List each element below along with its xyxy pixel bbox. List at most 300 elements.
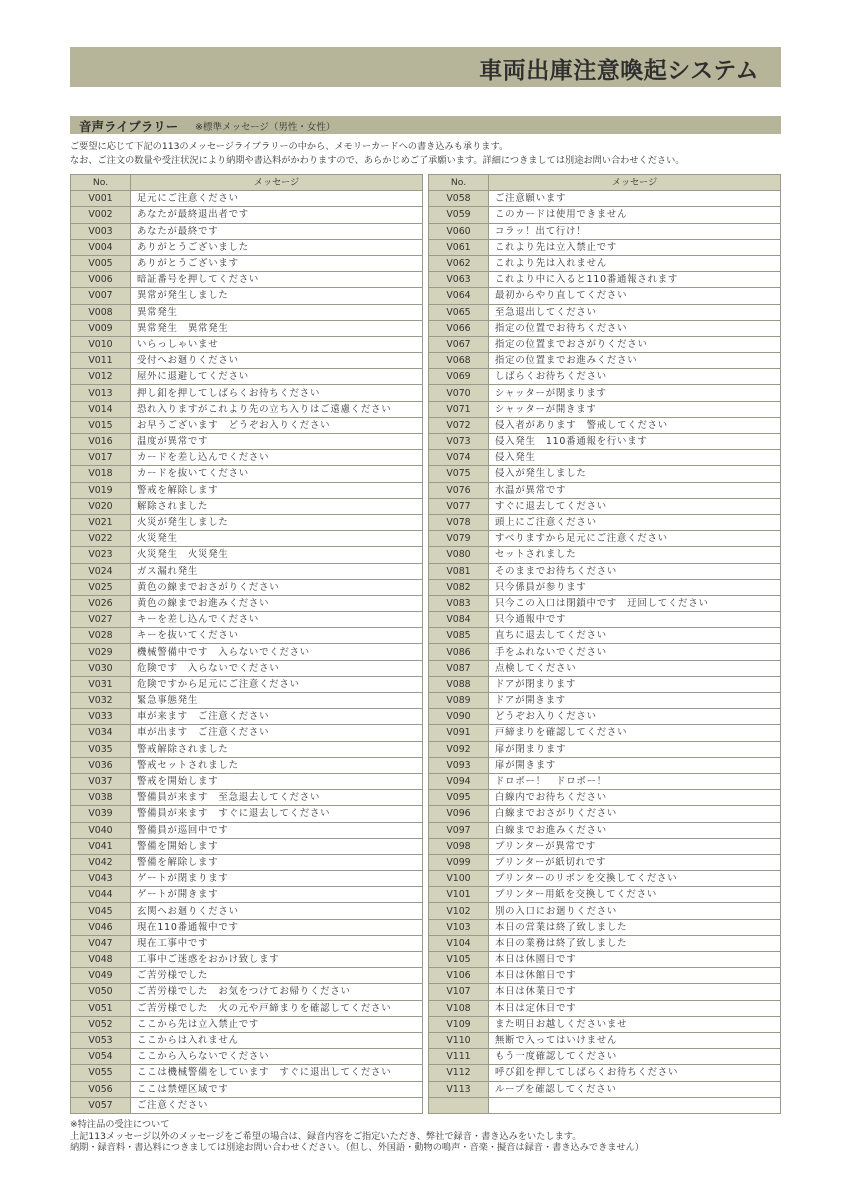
message-text: 足元にご注意ください (131, 191, 423, 207)
table-row (71, 1016, 423, 1032)
table-row (71, 450, 423, 466)
message-number: V018 (71, 466, 131, 482)
table-row (429, 434, 781, 450)
message-number: V062 (429, 255, 489, 271)
table-row (429, 353, 781, 369)
message-text: 受付へお廻りください (131, 353, 423, 369)
message-text: 押し釦を押してしばらくお待ちください (131, 385, 423, 401)
table-row (429, 1000, 781, 1016)
message-number: V034 (71, 725, 131, 741)
message-number: V039 (71, 806, 131, 822)
table-row (71, 336, 423, 352)
message-number: V073 (429, 434, 489, 450)
message-text: シャッターが閉まります (489, 385, 781, 401)
message-text: 侵入者があります 警戒してください (489, 417, 781, 433)
intro-text (70, 140, 684, 168)
message-text: プリンターが紙切れです (489, 854, 781, 870)
message-number: V096 (429, 806, 489, 822)
table-row (429, 741, 781, 757)
message-text: 白線までおさがりください (489, 806, 781, 822)
table-row (71, 919, 423, 935)
message-text: 黄色の線までお進みください (131, 595, 423, 611)
message-number: V099 (429, 854, 489, 870)
table-row (429, 369, 781, 385)
table-row (71, 790, 423, 806)
table-row (429, 1065, 781, 1081)
table-row (71, 482, 423, 498)
table-row (429, 871, 781, 887)
table-row (429, 547, 781, 563)
message-text: これより先は入れません (489, 255, 781, 271)
message-number: V077 (429, 498, 489, 514)
message-number (429, 1097, 489, 1113)
message-text: すぐに退去してください (489, 498, 781, 514)
message-number: V079 (429, 531, 489, 547)
message-text: 扉が開きます (489, 757, 781, 773)
message-text: ご注意ください (131, 1097, 423, 1113)
message-text: 現在工事中です (131, 935, 423, 951)
message-text: 警備員が来ます 至急退去してください (131, 790, 423, 806)
message-text: 危険です 入らないでください (131, 660, 423, 676)
message-text: ゲートが開きます (131, 887, 423, 903)
message-number: V031 (71, 676, 131, 692)
table-row (429, 612, 781, 628)
message-text: 緊急事態発生 (131, 693, 423, 709)
intro-line-1: ご要望に応じて下記の113のメッセージライブラリーの中から、メモリーカードへの書き込みも承ります。 (70, 141, 509, 152)
table-row (71, 854, 423, 870)
message-text: ドロボー！ ドロボー！ (489, 773, 781, 789)
table-row (71, 1065, 423, 1081)
table-row (71, 304, 423, 320)
message-text: 暗証番号を押してください (131, 272, 423, 288)
message-text: 点検してください (489, 660, 781, 676)
message-number: V046 (71, 919, 131, 935)
message-text: 温度が異常です (131, 434, 423, 450)
message-number: V024 (71, 563, 131, 579)
message-number: V080 (429, 547, 489, 563)
message-number: V095 (429, 790, 489, 806)
message-number: V006 (71, 272, 131, 288)
table-header-row (71, 175, 423, 191)
table-row (429, 255, 781, 271)
table-row (71, 741, 423, 757)
message-text: 玄関へお廻りください (131, 903, 423, 919)
message-number: V044 (71, 887, 131, 903)
message-text: 本日の営業は終了致しました (489, 919, 781, 935)
table-row (429, 514, 781, 530)
message-number: V066 (429, 320, 489, 336)
table-row (71, 417, 423, 433)
table-row (71, 887, 423, 903)
message-text: 本日は休業日です (489, 984, 781, 1000)
message-number: V026 (71, 595, 131, 611)
message-number: V051 (71, 1000, 131, 1016)
table-row (71, 547, 423, 563)
table-row (71, 288, 423, 304)
message-number: V091 (429, 725, 489, 741)
message-text: 別の入口にお廻りください (489, 903, 781, 919)
message-number: V068 (429, 353, 489, 369)
message-number: V094 (429, 773, 489, 789)
message-number: V063 (429, 272, 489, 288)
table-row (429, 709, 781, 725)
message-number: V111 (429, 1049, 489, 1065)
table-row (71, 239, 423, 255)
message-number: V032 (71, 693, 131, 709)
message-number: V007 (71, 288, 131, 304)
table-row (429, 401, 781, 417)
message-text: このカードは使用できません (489, 207, 781, 223)
notes-line-3: 納期・録音料・書込料につきましては別途お問い合わせください。（但し、外国語・動物の鳴声・音楽・擬音は録音・書き込みできません） (70, 1142, 645, 1154)
table-row (429, 725, 781, 741)
message-text: セットされました (489, 547, 781, 563)
message-text: カードを差し込んでください (131, 450, 423, 466)
message-text: 火災が発生しました (131, 514, 423, 530)
message-text: 呼び釦を押してしばらくお待ちください (489, 1065, 781, 1081)
message-number: V072 (429, 417, 489, 433)
message-number: V030 (71, 660, 131, 676)
message-number: V076 (429, 482, 489, 498)
message-number: V089 (429, 693, 489, 709)
table-row (71, 579, 423, 595)
table-row (429, 417, 781, 433)
table-row (429, 773, 781, 789)
table-row (71, 935, 423, 951)
table-body-right (429, 191, 781, 1114)
table-row (429, 628, 781, 644)
message-number: V084 (429, 612, 489, 628)
message-number: V071 (429, 401, 489, 417)
message-text: ループを確認してください (489, 1081, 781, 1097)
message-text: ガス漏れ発生 (131, 563, 423, 579)
message-number: V037 (71, 773, 131, 789)
message-text: 車が出ます ご注意ください (131, 725, 423, 741)
message-text: ドアが閉まります (489, 676, 781, 692)
table-row (429, 660, 781, 676)
table-row (71, 676, 423, 692)
message-number: V033 (71, 709, 131, 725)
message-text: ゲートが閉まります (131, 871, 423, 887)
message-text: プリンター用紙を交換してください (489, 887, 781, 903)
table-row (429, 191, 781, 207)
message-text: 只今係員が参ります (489, 579, 781, 595)
message-number: V021 (71, 514, 131, 530)
message-text: 頭上にご注意ください (489, 514, 781, 530)
message-number: V103 (429, 919, 489, 935)
table-row (429, 482, 781, 498)
message-number: V069 (429, 369, 489, 385)
message-number: V070 (429, 385, 489, 401)
message-text: 機械警備中です 入らないでください (131, 644, 423, 660)
table-row (429, 806, 781, 822)
message-number: V029 (71, 644, 131, 660)
table-row (429, 644, 781, 660)
message-number: V011 (71, 353, 131, 369)
table-row (71, 628, 423, 644)
message-number: V064 (429, 288, 489, 304)
message-text: 警戒解除されました (131, 741, 423, 757)
message-number: V004 (71, 239, 131, 255)
message-number: V112 (429, 1065, 489, 1081)
message-text: すべりますから足元にご注意ください (489, 531, 781, 547)
table-row (71, 514, 423, 530)
message-number: V028 (71, 628, 131, 644)
table-row (71, 595, 423, 611)
column-header-message: メッセージ (489, 175, 781, 191)
table-row (429, 579, 781, 595)
message-text: 車が来ます ご注意ください (131, 709, 423, 725)
message-number: V086 (429, 644, 489, 660)
message-number: V083 (429, 595, 489, 611)
table-row (429, 239, 781, 255)
title-bar (70, 47, 781, 87)
message-text: ここは機械警備をしています すぐに退出してください (131, 1065, 423, 1081)
message-text: 直ちに退去してください (489, 628, 781, 644)
table-row (71, 871, 423, 887)
message-text: ありがとうございました (131, 239, 423, 255)
message-text: ありがとうございます (131, 255, 423, 271)
message-text: コラッ！出て行け！ (489, 223, 781, 239)
message-number: V045 (71, 903, 131, 919)
message-number: V002 (71, 207, 131, 223)
table-row (71, 1081, 423, 1097)
table-row (429, 676, 781, 692)
intro-line-2: なお、ご注文の数量や受注状況により納期や書込料がかわりますので、あらかじめご了承願います。詳細につきましては別途お問い合わせください。 (70, 155, 685, 166)
message-text: もう一度確認してください (489, 1049, 781, 1065)
message-text: 至急退出してください (489, 304, 781, 320)
message-text: 無断で入ってはいけません (489, 1032, 781, 1048)
table-row (429, 531, 781, 547)
message-text: これより中に入ると110番通報されます (489, 272, 781, 288)
message-text: 侵入発生 110番通報を行います (489, 434, 781, 450)
message-text: 火災発生 火災発生 (131, 547, 423, 563)
page-title: 車両出庫注意喚起システム (479, 58, 759, 84)
table-row (429, 935, 781, 951)
message-text: 本日は休園日です (489, 952, 781, 968)
message-text: 異常が発生しました (131, 288, 423, 304)
message-number: V035 (71, 741, 131, 757)
table-row (71, 223, 423, 239)
message-text: 只今この入口は閉鎖中です 迂回してください (489, 595, 781, 611)
message-number: V001 (71, 191, 131, 207)
table-row (71, 320, 423, 336)
message-text (489, 1097, 781, 1113)
table-row (71, 385, 423, 401)
message-number: V005 (71, 255, 131, 271)
message-number: V048 (71, 952, 131, 968)
message-text: 警戒を解除します (131, 482, 423, 498)
table-row (429, 952, 781, 968)
message-text: 警戒を開始します (131, 773, 423, 789)
message-text: シャッターが開きます (489, 401, 781, 417)
table-row (71, 757, 423, 773)
message-number: V020 (71, 498, 131, 514)
table-row (71, 660, 423, 676)
message-number: V054 (71, 1049, 131, 1065)
message-number: V038 (71, 790, 131, 806)
message-text: これより先は立入禁止です (489, 239, 781, 255)
message-text: 現在110番通報中です (131, 919, 423, 935)
table-row (71, 806, 423, 822)
table-row (429, 693, 781, 709)
message-number: V067 (429, 336, 489, 352)
table-row (429, 1049, 781, 1065)
table-row (71, 968, 423, 984)
table-row (71, 773, 423, 789)
message-text: プリンターが異常です (489, 838, 781, 854)
message-number: V085 (429, 628, 489, 644)
message-text: 指定の位置までおさがりください (489, 336, 781, 352)
message-number: V055 (71, 1065, 131, 1081)
message-number: V104 (429, 935, 489, 951)
table-row (429, 223, 781, 239)
message-number: V110 (429, 1032, 489, 1048)
table-row (71, 725, 423, 741)
message-number: V092 (429, 741, 489, 757)
message-text: 侵入発生 (489, 450, 781, 466)
message-number: V052 (71, 1016, 131, 1032)
table-row (429, 919, 781, 935)
message-number: V047 (71, 935, 131, 951)
message-text: ここから先は立入禁止です (131, 1016, 423, 1032)
message-number: V010 (71, 336, 131, 352)
message-number: V056 (71, 1081, 131, 1097)
notes-line-2: 上記113メッセージ以外のメッセージをご希望の場合は、録音内容をご指定いただき、弊社で録音・書き込みをいたします。 (70, 1130, 582, 1142)
message-number: V098 (429, 838, 489, 854)
message-text: 水温が異常です (489, 482, 781, 498)
message-number: V023 (71, 547, 131, 563)
message-number: V100 (429, 871, 489, 887)
table-row (71, 984, 423, 1000)
message-text: キーを差し込んでください (131, 612, 423, 628)
table-row (71, 644, 423, 660)
message-number: V109 (429, 1016, 489, 1032)
message-number: V105 (429, 952, 489, 968)
table-row (429, 563, 781, 579)
table-row (71, 531, 423, 547)
table-row (71, 401, 423, 417)
table-row (429, 903, 781, 919)
table-row (429, 1032, 781, 1048)
table-row (429, 336, 781, 352)
table-row (71, 693, 423, 709)
table-row (429, 320, 781, 336)
message-text: 解除されました (131, 498, 423, 514)
column-header-message: メッセージ (131, 175, 423, 191)
message-number: V060 (429, 223, 489, 239)
table-row (429, 207, 781, 223)
table-row (71, 838, 423, 854)
table-row (71, 369, 423, 385)
message-number: V041 (71, 838, 131, 854)
table-row (429, 822, 781, 838)
message-number: V036 (71, 757, 131, 773)
column-header-no: No. (429, 175, 489, 191)
footer-notes (70, 1119, 644, 1154)
message-text: 指定の位置までお進みください (489, 353, 781, 369)
message-text: 只今通報中です (489, 612, 781, 628)
section-title: 音声ライブラリー (79, 119, 179, 134)
message-number: V059 (429, 207, 489, 223)
message-text: あなたが最終退出者です (131, 207, 423, 223)
table-row (71, 434, 423, 450)
message-text: ご苦労様でした 火の元や戸締まりを確認してください (131, 1000, 423, 1016)
table-row (71, 1097, 423, 1113)
message-number: V088 (429, 676, 489, 692)
message-text: 本日は定休日です (489, 1000, 781, 1016)
message-text: どうぞお入りください (489, 709, 781, 725)
message-number: V050 (71, 984, 131, 1000)
table-row (429, 498, 781, 514)
message-table-right (428, 174, 781, 1114)
message-text: 黄色の線までおさがりください (131, 579, 423, 595)
table-header-row (429, 175, 781, 191)
table-row (429, 838, 781, 854)
message-number: V081 (429, 563, 489, 579)
table-body-left (71, 191, 423, 1114)
message-text: カードを抜いてください (131, 466, 423, 482)
message-number: V065 (429, 304, 489, 320)
message-number: V012 (71, 369, 131, 385)
message-text: ご苦労様でした お気をつけてお帰りください (131, 984, 423, 1000)
message-number: V058 (429, 191, 489, 207)
table-row (429, 304, 781, 320)
message-text: 警備を解除します (131, 854, 423, 870)
table-row (429, 1097, 781, 1113)
message-number: V113 (429, 1081, 489, 1097)
message-number: V075 (429, 466, 489, 482)
message-text: 手をふれないでください (489, 644, 781, 660)
table-row (429, 288, 781, 304)
table-row (429, 1081, 781, 1097)
message-number: V013 (71, 385, 131, 401)
message-text: 白線内でお待ちください (489, 790, 781, 806)
message-number: V049 (71, 968, 131, 984)
message-text: お早うございます どうぞお入りください (131, 417, 423, 433)
column-header-no: No. (71, 175, 131, 191)
table-row (429, 757, 781, 773)
message-text: ご苦労様でした (131, 968, 423, 984)
table-row (71, 498, 423, 514)
message-text: あなたが最終です (131, 223, 423, 239)
message-number: V019 (71, 482, 131, 498)
message-number: V108 (429, 1000, 489, 1016)
table-row (429, 1016, 781, 1032)
table-row (71, 612, 423, 628)
message-text: ご注意願います (489, 191, 781, 207)
message-text: 異常発生 異常発生 (131, 320, 423, 336)
table-row (71, 466, 423, 482)
message-number: V014 (71, 401, 131, 417)
table-row (71, 255, 423, 271)
message-text: 警戒セットされました (131, 757, 423, 773)
message-number: V093 (429, 757, 489, 773)
table-row (71, 1032, 423, 1048)
message-number: V053 (71, 1032, 131, 1048)
table-row (429, 968, 781, 984)
table-row (71, 903, 423, 919)
table-row (429, 854, 781, 870)
message-text: 警備を開始します (131, 838, 423, 854)
message-text: 最初からやり直してください (489, 288, 781, 304)
message-text: 白線までお進みください (489, 822, 781, 838)
section-subtitle: ※標準メッセージ（男性・女性） (195, 122, 336, 133)
message-text: ここからは入れません (131, 1032, 423, 1048)
message-number: V040 (71, 822, 131, 838)
message-number: V087 (429, 660, 489, 676)
table-row (429, 887, 781, 903)
table-row (429, 595, 781, 611)
